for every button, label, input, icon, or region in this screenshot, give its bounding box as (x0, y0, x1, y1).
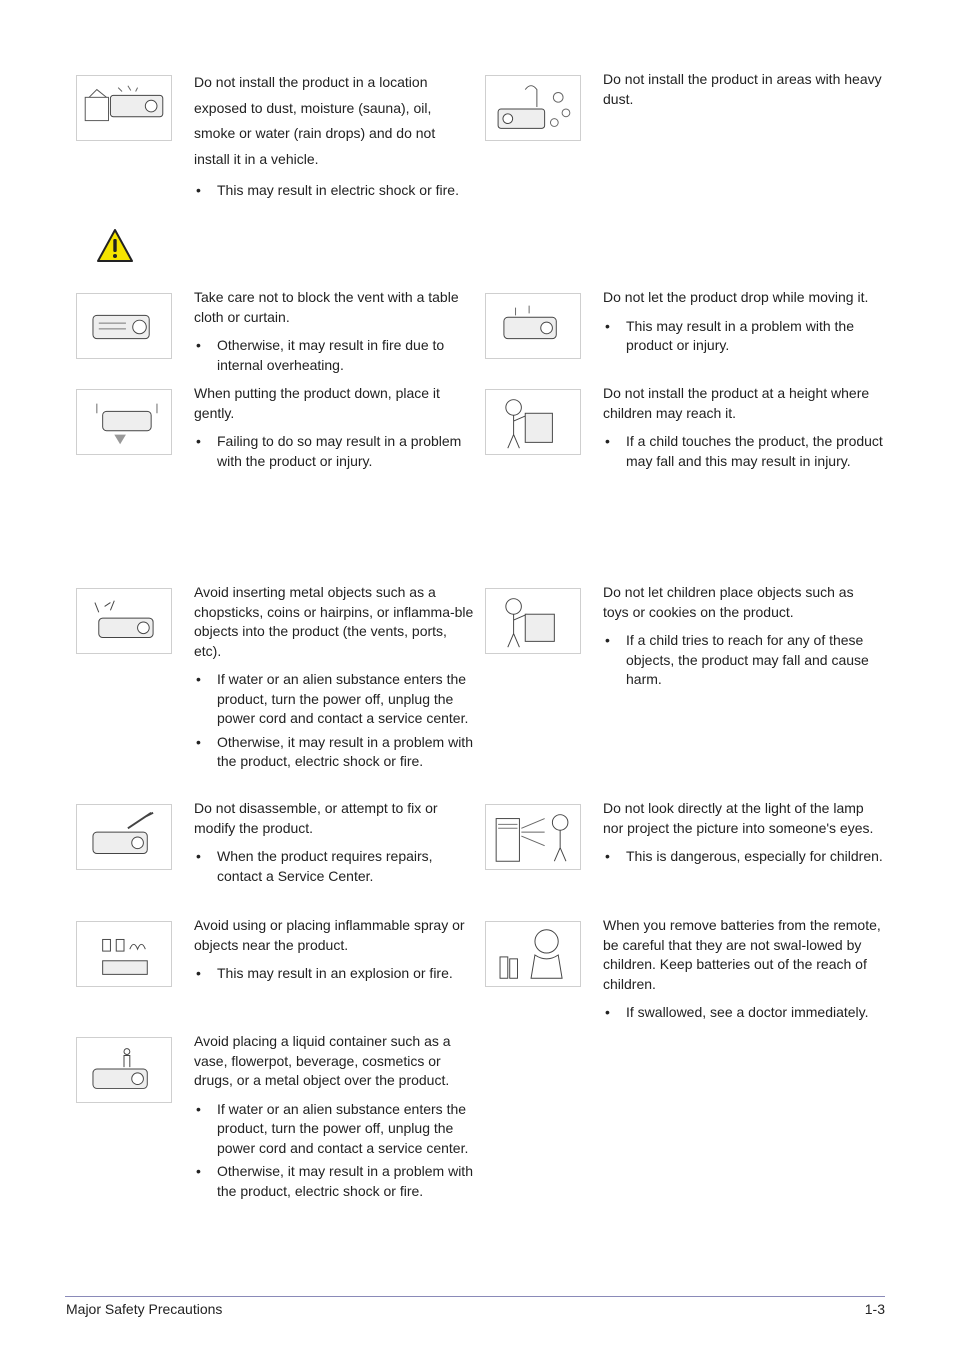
item-text: Do not install the product in areas with heavy dust. (603, 71, 882, 107)
footer-section-title: Major Safety Precautions (66, 1301, 223, 1317)
item-text: Do not disassemble, or attempt to fix or modify the product. (194, 800, 438, 836)
item-text: Do not install the product at a height where children may reach it. (603, 385, 870, 421)
child-reaching-image (485, 389, 581, 455)
projector-dust-image (485, 75, 581, 141)
item-bullet: • If water or an alien substance enters the product, turn the power off, unplug the power cord and contact a service center. (194, 670, 474, 729)
item-text: Do not look directly at the light of the lamp nor project the picture into someone's eyes. (603, 800, 874, 836)
item-bullet: • If a child tries to reach for any of these objects, the product may fall and cause harm. (603, 631, 883, 690)
item-text: Avoid inserting metal objects such as a chopsticks, coins or hairpins, or inflamma-ble objects into the product (the vents, ports, etc). (194, 584, 474, 659)
item-bullet: • Otherwise, it may result in a problem with the product, electric shock or fire. (194, 733, 474, 772)
projector-vent-image (76, 293, 172, 359)
metal-objects-image (76, 588, 172, 654)
inflammable-spray-image (76, 921, 172, 987)
item-text: Avoid using or placing inflammable spray or objects near the product. (194, 917, 465, 953)
item-bullet: • If a child touches the product, the product may fall and this may result in injury. (603, 432, 883, 471)
item-bullet: • Otherwise, it may result in a problem with the product, electric shock or fire. (194, 1162, 474, 1201)
item-text: When you remove batteries from the remote, be careful that they are not swal-lowed by children. Keep batteries out of the reach of children. (603, 917, 881, 992)
item-text: Take care not to block the vent with a table cloth or curtain. (194, 289, 459, 325)
item-bullet: • If swallowed, see a doctor immediately. (603, 1003, 883, 1023)
item-bullet: • Otherwise, it may result in fire due to internal overheating. (194, 336, 474, 375)
item-text: Do not let the product drop while moving it. (603, 289, 869, 305)
item-bullet: • This may result in an explosion or fire. (194, 964, 474, 984)
item-text: When putting the product down, place it gently. (194, 385, 440, 421)
footer-rule (65, 1296, 885, 1297)
warning-triangle-icon (96, 228, 134, 264)
child-objects-image (485, 588, 581, 654)
item-bullet: • This may result in a problem with the product or injury. (603, 317, 883, 356)
item-text: Do not install the product in a location exposed to dust, moisture (sauna), oil, smoke or water (rain drops) and do not install it in a vehicle. (194, 74, 436, 167)
child-batteries-image (485, 921, 581, 987)
item-bullet: • If water or an alien substance enters the product, turn the power off, unplug the power cord and contact a service center. (194, 1100, 474, 1159)
page-number: 1-3 (864, 1301, 885, 1317)
lamp-light-image (485, 804, 581, 870)
item-bullet: • When the product requires repairs, contact a Service Center. (194, 847, 474, 886)
item-bullet: • Failing to do so may result in a problem with the product or injury. (194, 432, 474, 471)
item-text: Avoid placing a liquid container such as a vase, flowerpot, beverage, cosmetics or drugs, or a metal object over the product. (194, 1033, 451, 1088)
item-bullet: • This is dangerous, especially for children. (603, 847, 883, 867)
projector-drop-image (485, 293, 581, 359)
item-text: Do not let children place objects such as toys or cookies on the product. (603, 584, 854, 620)
disassemble-image (76, 804, 172, 870)
projector-moisture-image (76, 75, 172, 141)
item-bullet: • This may result in electric shock or fire. (194, 181, 474, 201)
projector-place-gently-image (76, 389, 172, 455)
liquid-container-image (76, 1037, 172, 1103)
